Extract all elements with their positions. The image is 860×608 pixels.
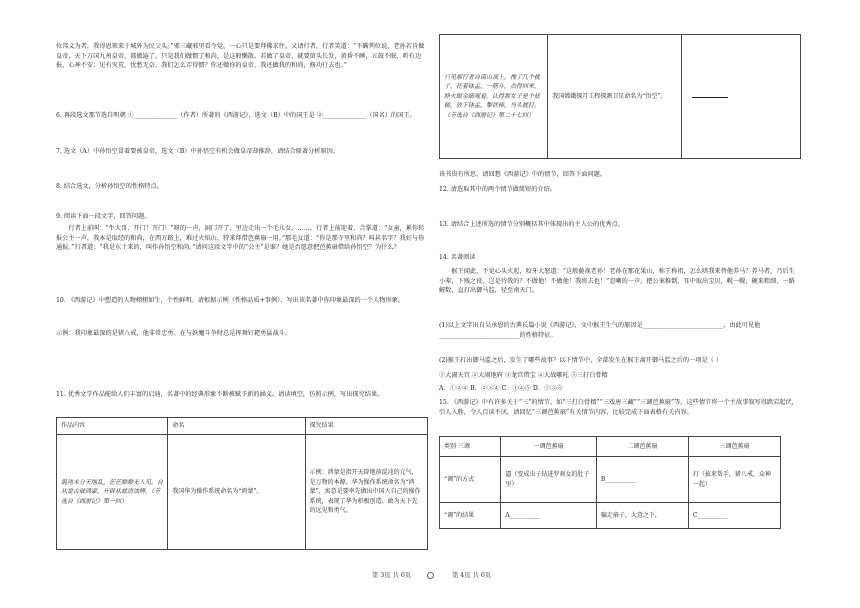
table2-row2-first[interactable]: A__________: [501, 503, 596, 529]
question-14-part-2: (2)猴王打出御马监之后，发生了哪些故事？以下情节中，全部发生在猴王离开御马监之后的一项是（ ）: [439, 357, 722, 364]
question-13: 13. 请结合上述所选的情节分别概括其中体现出的主人公的优秀点。: [439, 221, 625, 228]
table-cell-content: 混沌未分天地乱，茫茫渺渺无人见。自从盘古破鸿蒙，开辟从兹清浊辨。（节选自《西游记》第一回）: [57, 435, 168, 550]
footer-page-4: 第 4页 共 6页: [452, 572, 492, 579]
table2-row2-label: “调”的结果: [440, 503, 501, 529]
question-14-options: ①大闹天宫 ②大闹地府 ③龙宫借宝 ④大战哪吒 ⑤三打白骨精: [439, 372, 608, 379]
passage-b-text: 位邦义为者，我得恩领来于城外为民父头。”邪三藏邪里看令觉。一心只是要拜佛求往。又请行者，行者笑道：“不瞒列位说，老孙若肯做皇帝，天下万国九州皇帝，都做遍了。只是我们做惯了和尚，是这般懒散。若做了皇帝，就要留头长发，黄昏不睡，五鼓不眠，听有边报，心神不安；见有灾荒，忧愁无奈。我们怎么弄得惯？你还做你的皇帝，我还做我的和尚，修功行去也。”: [56, 43, 425, 70]
question-9: 9. 阅读下面一段文字，回答问题。: [56, 213, 151, 220]
question-14-choices: A．①②④ B．②③④ C．①④⑤ D．①③⑤: [439, 385, 563, 392]
table2-header-category: 类别 三调: [440, 437, 501, 457]
question-8: 8. 结合选文，分析孙悟空的性格特点。: [56, 183, 163, 190]
question-12: 12. 请选取其中的两个情节做简短的介绍。: [439, 186, 556, 193]
table2-header-second: 二调芭蕉扇: [596, 437, 688, 457]
question-14-passage: 猴王闻此，不觉心头火起，咬牙大怒道：“这般藐视老孙！老孙在那花果山，称王称祖，怎么哄我来替他养马？养马者，乃后生小辈，下贱之役，岂是待我的？不做他！不做他！我将去也！”忽喇的一声，把公案推倒，耳中取出宝贝，幌一幌，碗来粗细，一路解数，直打出御马监，径至南天门。: [439, 268, 795, 295]
table-cell-result-2: [681, 35, 800, 159]
table2-row1-first: 逼（变成虫子钻进罗刹女的肚子里）: [501, 457, 596, 503]
question-7: 7. 选文（A）中孙悟空冒着要被皇帝，选文（B）中孙悟空有机会做皇帝却推辞，请结合原著分析原因。: [56, 148, 339, 155]
table2-row1-second[interactable]: B__________: [596, 457, 688, 503]
table-cell-naming-2: 我国嫦娥探月工程探测卫星命名为“悟空”。: [548, 35, 682, 159]
question-10: 10. 《西游记》中塑造的人物栩栩如生，个性鲜明。请根据示例（性格品质+事例），写出该名著中你印象最深的一个人物形象。: [56, 297, 405, 304]
reflection-intro: 该书贵有所思，请回想《西游记》中的情节，回答下面问题。: [439, 171, 607, 178]
table-header-content: 作品内容: [57, 418, 168, 435]
exploration-table-continued: [439, 34, 801, 159]
question-9-passage: 行者上前叫：“牛大哥，开门！开门！”呀的一声，洞门开了，里边走出一个毛儿女，……。行者上前迎着，合掌道：“女童，累你转报公主一声，我本是取经的和尚，在西方路上，难过火焰山，特来拜借芭蕉扇一用。”那毛女道：“你是那寺里和尚？叫甚名字？我好与你通报。”行者道：“我是东土来的，叫作孙悟空和尚。”请问这段文字中的“公主”是谁？她是否愿意把芭蕉扇借给孙悟空？为什么？: [56, 225, 425, 252]
banana-fan-table: [439, 436, 781, 529]
question-11: 11. 优秀文学作品能给人们丰富的启迪，名著中的经典形象不断被赋予新的涵义。请读填空，仿照示例，写出探究结果。: [56, 391, 384, 398]
exploration-table: [56, 417, 428, 550]
table-header-result: 探究结果: [305, 418, 427, 435]
table2-row2-third[interactable]: C__________: [688, 503, 780, 529]
footer-page-3: 第 3页 共 6页: [372, 572, 412, 579]
table-cell-result: 示例：鸿蒙是指开天辟地前混沌的元气，是万物的本源。华为操作系统命名为“鸿蒙”，寓意是要率先做出中国人自己的操作系统，表现了华为积极创造、敢为天下先的远见和勇气。: [305, 435, 427, 550]
binding-hole-icon: [427, 572, 434, 579]
question-15: 15. 《西游记》中有许多关于“三”的情节，如“三打白骨精”“三戏唐三藏”“三调芭蕉扇”等，这些情节将一个主故事叙写得跌宕起伏，引人入胜，令人百读不厌。请回忆“三调芭蕉扇”有关情节内容，比较完成下面表格有关内容。: [439, 399, 798, 416]
question-14-part-1: (1)以上文字出自吴承恩的古典长篇小说《西游记》，文中猴王生气的原因是__________________________，由此可见他__________________________的性格特征。: [439, 322, 761, 339]
question-14: 14. 名著阅读: [439, 254, 476, 261]
table-cell-content-2: 只见那行者自南山顶上，拽了几个桃子，托着钵盂，一筋斗，点得回来，睁火眼金睛观看，认得那女子是个妖精，放下钵盂，掣铁棒，当头就打。（节选自《西游记》第二十七回）: [440, 35, 548, 159]
table-cell-naming: 我国华为操作系统命名为“鸿蒙”。: [168, 435, 305, 550]
right-page: [439, 34, 801, 594]
table2-header-third: 三调芭蕉扇: [688, 437, 780, 457]
table2-row1-label: “调”的方式: [440, 457, 501, 503]
question-6: 6. 再段选文那节选自明朝 ①______________（作者）所著的《西游记》，选文（B）中的国王是 ②______________（国名）的国王。: [56, 112, 416, 119]
answer-blank[interactable]: [692, 91, 728, 98]
table2-row2-second: 骗走扇子，大意之下，: [596, 503, 688, 529]
left-page: [56, 34, 428, 594]
table-header-naming: 命名: [168, 418, 305, 435]
table2-header-first: 一调芭蕉扇: [501, 437, 596, 457]
table2-row1-third: 打（拔来帮手，猪八戒，众神一起）: [688, 457, 780, 503]
question-10-example: 示例：我印象最深的是猪八戒，他非常忠勇。在与妖魔斗争时总是挥舞钉耙勇猛战斗。: [56, 330, 292, 337]
